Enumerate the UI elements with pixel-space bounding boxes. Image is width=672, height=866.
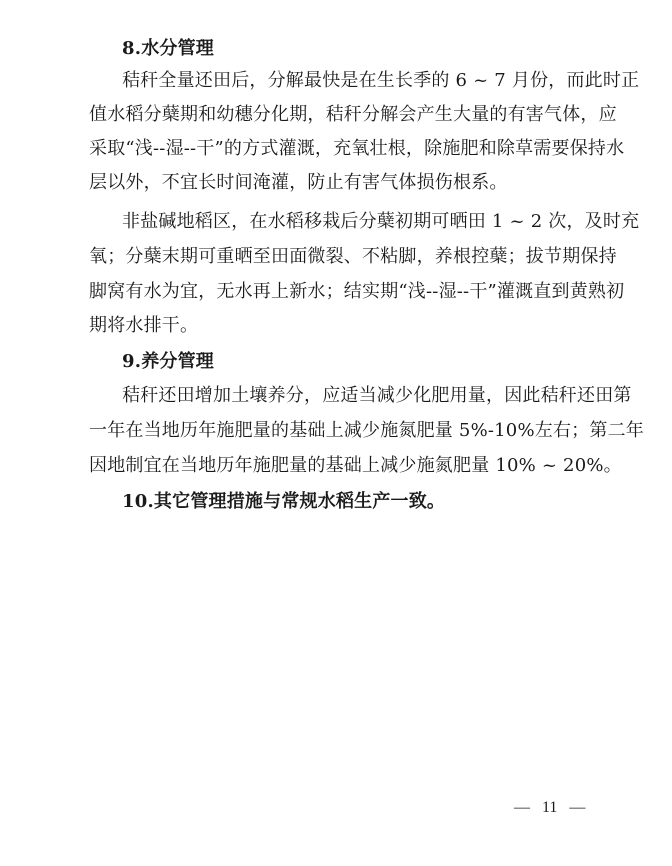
section-8-p1-line-3: 采取“浅--湿--干”的方式灌溉，充氧壮根，除施肥和除草需要保持水 <box>89 138 625 159</box>
section-9-heading: 9.养分管理 <box>122 351 214 372</box>
section-9-p1-line-1: 秸秆还田增加土壤养分，应适当减少化肥用量，因此秸秆还田第 <box>122 385 632 406</box>
section-8-p2-line-1: 非盐碱地稻区，在水稻移栽后分蘖初期可晒田 1 ~ 2 次，及时充 <box>122 211 640 232</box>
section-8-p1-line-4: 层以外，不宜长时间淹灌，防止有害气体损伤根系。 <box>89 172 508 193</box>
section-9-p1-line-3: 因地制宜在当地历年施肥量的基础上减少施氮肥量 10% ~ 20%。 <box>89 455 622 476</box>
section-8-heading: 8.水分管理 <box>122 38 214 59</box>
section-8-p2-line-3: 脚窝有水为宜，无水再上新水；结实期“浅--湿--干”灌溉直到黄熟初 <box>89 281 625 302</box>
section-10-heading: 10.其它管理措施与常规水稻生产一致。 <box>122 491 446 512</box>
section-9-p1-line-2: 一年在当地历年施肥量的基础上减少施氮肥量 5%-10%左右；第二年 <box>89 420 644 441</box>
section-8-p2-line-2: 氧；分蘖末期可重晒至田面微裂、不粘脚，养根控蘖；拔节期保持 <box>89 246 617 267</box>
footer-dash-left: — <box>514 799 530 816</box>
page-footer <box>514 798 585 818</box>
footer-dash-right: — <box>569 799 586 816</box>
section-8-p1-line-2: 值水稻分蘖期和幼穗分化期，秸秆分解会产生大量的有害气体，应 <box>89 104 617 125</box>
page-number: 11 <box>542 799 558 816</box>
section-8-p2-line-4: 期将水排干。 <box>89 315 199 336</box>
section-8-p1-line-1: 秸秆全量还田后，分解最快是在生长季的 6 ~ 7 月份，而此时正 <box>122 70 640 91</box>
